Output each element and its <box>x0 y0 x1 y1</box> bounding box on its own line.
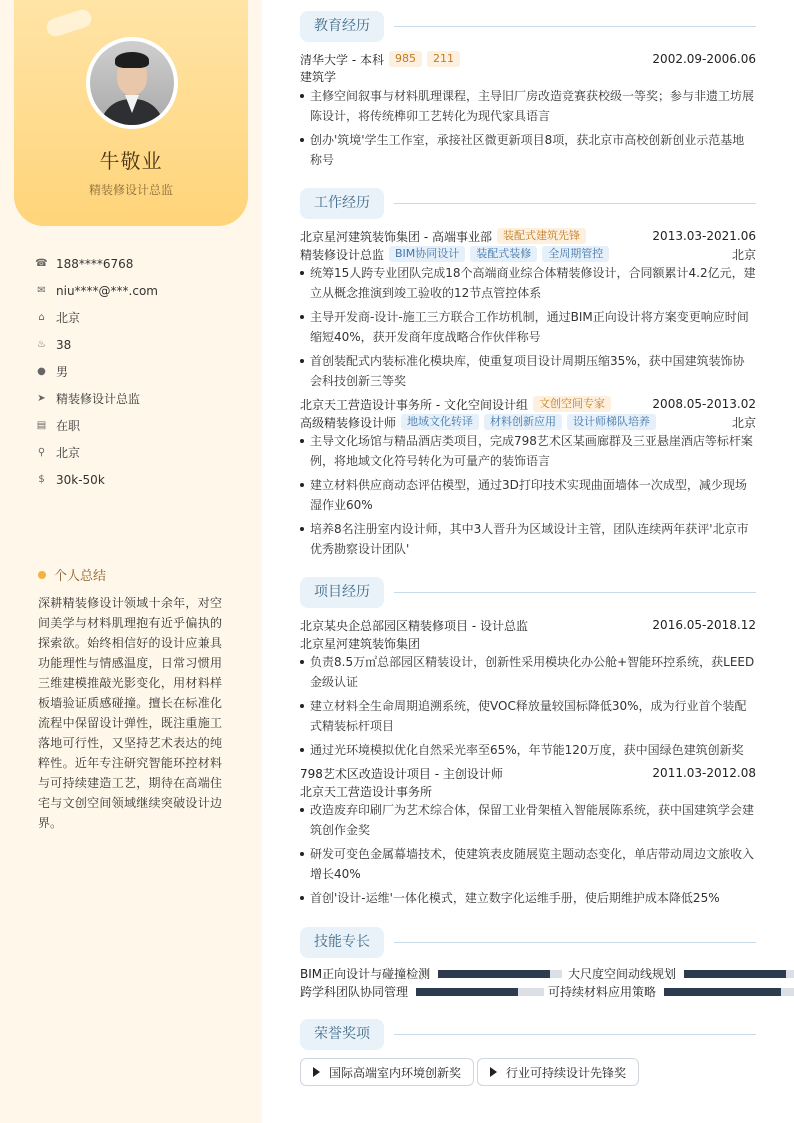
list-item: 通过光环境模拟优化自然采光率至65%，年节能120万度，获中国绿色建筑创新奖 <box>300 740 756 760</box>
avatar <box>86 37 178 129</box>
profile-title: 精装修设计总监 <box>88 183 173 197</box>
section-title: 工作经历 <box>300 188 384 219</box>
honor-label: 国际高端室内环境创新奖 <box>329 1065 462 1080</box>
bullet-dot-icon <box>38 571 46 579</box>
date: 2008.05-2013.02 <box>652 397 756 411</box>
list-item: 主导开发商-设计-施工三方联合工作坊机制，通过BIM正向设计将方案变更响应时间缩短40%，获开发商年度战略合作伙伴称号 <box>300 307 756 347</box>
skill-bar <box>416 988 544 996</box>
skill-name: 跨学科团队协同管理 <box>300 985 409 999</box>
skill-tag: 材料创新应用 <box>484 414 562 430</box>
list-item: 主修空间叙事与材料肌理课程，主导旧厂房改造竞赛获校级一等奖；参与非遗工坊展陈设计，将传统榫卯工艺转化为现代家具语言 <box>300 86 756 126</box>
contact-text: 38 <box>56 337 72 352</box>
section-honors <box>300 1019 756 1050</box>
skill-bar <box>664 988 794 996</box>
contact-list <box>36 250 158 493</box>
job-header <box>300 395 756 413</box>
major: 建筑学 <box>300 69 337 84</box>
project-header <box>300 764 756 782</box>
section-title: 项目经历 <box>300 577 384 608</box>
location-icon: ⚲ <box>37 447 46 458</box>
tag: 文创空间专家 <box>533 396 611 412</box>
contact-item <box>36 358 158 385</box>
sidebar <box>0 0 262 1123</box>
date: 2011.03-2012.08 <box>652 766 756 780</box>
skill-item <box>548 983 794 1000</box>
job-position <box>300 413 756 431</box>
project-name: 798艺术区改造设计项目 - 主创设计师 <box>300 766 503 781</box>
education-header <box>300 50 756 68</box>
contact-item <box>36 439 158 466</box>
city: 北京 <box>731 415 756 430</box>
play-icon <box>490 1067 497 1077</box>
section-title: 教育经历 <box>300 11 384 42</box>
list-item: 研发可变色金属幕墙技术，使建筑表皮随展览主题动态变化，单店带动周边文旅收入增长40% <box>300 844 756 884</box>
cake-icon: ♨ <box>37 339 46 350</box>
list-item: 首创装配式内装标准化模块库，使重复项目设计周期压缩35%，获中国建筑装饰协会科技创新三等奖 <box>300 351 756 391</box>
skill-bar-fill <box>664 988 781 996</box>
contact-item <box>36 250 158 277</box>
tag: 211 <box>427 51 460 67</box>
play-icon <box>313 1067 320 1077</box>
contact-text: 男 <box>56 365 69 379</box>
skill-tag: 装配式装修 <box>470 246 537 262</box>
send-icon: ➤ <box>37 393 46 404</box>
project-org <box>300 634 756 652</box>
school-name: 清华大学 - 本科 <box>300 52 384 67</box>
summary-heading <box>38 565 106 584</box>
list-item: 改造废弃印刷厂为艺术综合体，保留工业骨架植入智能展陈系统，获中国建筑学会建筑创作金奖 <box>300 800 756 840</box>
list-item: 培养8名注册室内设计师，其中3人晋升为区域设计主管，团队连续两年获评'北京市优秀勘察设计团队' <box>300 519 756 559</box>
skill-name: BIM正向设计与碰撞检测 <box>300 967 431 981</box>
contact-item <box>36 331 158 358</box>
briefcase-icon: ▤ <box>36 420 47 431</box>
contact-item <box>36 277 158 304</box>
profile-name: 牛敬业 <box>99 149 163 173</box>
mail-icon: ✉ <box>37 285 46 296</box>
contact-item <box>36 466 158 493</box>
skill-tag: 地域文化转译 <box>401 414 479 430</box>
tag: 装配式建筑先锋 <box>497 228 586 244</box>
tag: 985 <box>389 51 422 67</box>
list-item: 建立材料全生命周期追溯系统，使VOC释放量较国标降低30%，成为行业首个装配式精装标杆项目 <box>300 696 756 736</box>
skill-bar-fill <box>416 988 518 996</box>
skill-item <box>300 965 562 982</box>
contact-text: 北京 <box>56 446 81 460</box>
section-work <box>300 188 756 219</box>
position: 精装修设计总监 <box>300 247 385 262</box>
organization: 北京天工营造设计事务所 <box>300 784 433 799</box>
section-skills <box>300 927 756 958</box>
skill-tag: 设计师梯队培养 <box>567 414 656 430</box>
skill-bar <box>438 970 562 978</box>
section-title: 荣誉奖项 <box>300 1019 384 1050</box>
section-projects <box>300 577 756 608</box>
contact-item <box>36 385 158 412</box>
list-item: 主导文化场馆与精品酒店类项目，完成798艺术区某画廊群及三亚悬崖酒店等标杆案例，将地域文化符号转化为可量产的装饰语言 <box>300 431 756 471</box>
section-title: 技能专长 <box>300 927 384 958</box>
decorative-gloss <box>44 7 93 38</box>
list-item: 统筹15人跨专业团队完成18个高端商业综合体精装修设计，合同额累计4.2亿元，建立从概念推演到竣工验收的12节点管控体系 <box>300 263 756 303</box>
contact-text: 188****6768 <box>56 256 134 271</box>
contact-item <box>36 412 158 439</box>
summary-title: 个人总结 <box>54 569 107 584</box>
salary-icon: $ <box>38 474 45 485</box>
job-position <box>300 245 756 263</box>
organization: 北京星河建筑装饰集团 <box>300 636 421 651</box>
gender-icon: ● <box>37 366 46 377</box>
position: 高级精装修设计师 <box>300 415 397 430</box>
list-item: 首创'设计-运维'一体化模式，建立数字化运维手册，使后期维护成本降低25% <box>300 888 756 908</box>
summary-text: 深耕精装修设计领域十余年，对空间美学与材料肌理抱有近乎偏执的探索欲。始终相信好的设计应兼具功能理性与情感温度，日常习惯用三维建模推敲光影变化，用材料样板墙验证质感碰撞。擅长在标准化流程中保留设计弹性，既注重施工落地可行性，又坚持艺术表达的纯粹性。近年专注研究智能环控材料与可持续建造工艺，期待在高端住宅与文创空间领域继续突破设计边界。 <box>38 596 222 830</box>
honor-label: 行业可持续设计先锋奖 <box>506 1065 627 1080</box>
date: 2002.09-2006.06 <box>652 52 756 66</box>
contact-text: 精装修设计总监 <box>56 392 141 406</box>
contact-text: niu****@***.com <box>56 283 158 298</box>
company-name: 北京星河建筑装饰集团 - 高端事业部 <box>300 229 492 244</box>
skill-bar-fill <box>684 970 786 978</box>
honor-item <box>477 1058 639 1086</box>
project-name: 北京某央企总部园区精装修项目 - 设计总监 <box>300 618 528 633</box>
skill-bar-fill <box>438 970 550 978</box>
phone-icon: ☎ <box>35 258 48 269</box>
date: 2016.05-2018.12 <box>652 618 756 632</box>
section-education <box>300 11 756 42</box>
project-header <box>300 616 756 634</box>
home-icon: ⌂ <box>38 312 45 323</box>
list-item: 建立材料供应商动态评估模型，通过3D打印技术实现曲面墙体一次成型，减少现场湿作业60% <box>300 475 756 515</box>
skill-name: 大尺度空间动线规划 <box>568 967 677 981</box>
date: 2013.03-2021.06 <box>652 229 756 243</box>
list-item: 负责8.5万㎡总部园区精装设计，创新性采用模块化办公舱+智能环控系统，获LEED金级认证 <box>300 652 756 692</box>
skill-tag: 全周期管控 <box>542 246 609 262</box>
skill-item <box>300 983 544 1000</box>
contact-text: 北京 <box>56 311 81 325</box>
list-item: 创办'筑境'学生工作室，承接社区微更新项目8项，获北京市高校创新创业示范基地称号 <box>300 130 756 170</box>
contact-text: 在职 <box>56 419 81 433</box>
city: 北京 <box>731 247 756 262</box>
education-major <box>300 67 756 85</box>
project-org <box>300 782 756 800</box>
contact-item <box>36 304 158 331</box>
job-header <box>300 227 756 245</box>
avatar-photo <box>90 41 174 125</box>
skill-tag: BIM协同设计 <box>389 246 465 262</box>
honor-item <box>300 1058 474 1086</box>
skill-bar <box>684 970 794 978</box>
skill-item <box>568 965 794 982</box>
skill-name: 可持续材料应用策略 <box>548 985 657 999</box>
company-name: 北京天工营造设计事务所 - 文化空间设计组 <box>300 397 528 412</box>
contact-text: 30k-50k <box>56 472 105 487</box>
